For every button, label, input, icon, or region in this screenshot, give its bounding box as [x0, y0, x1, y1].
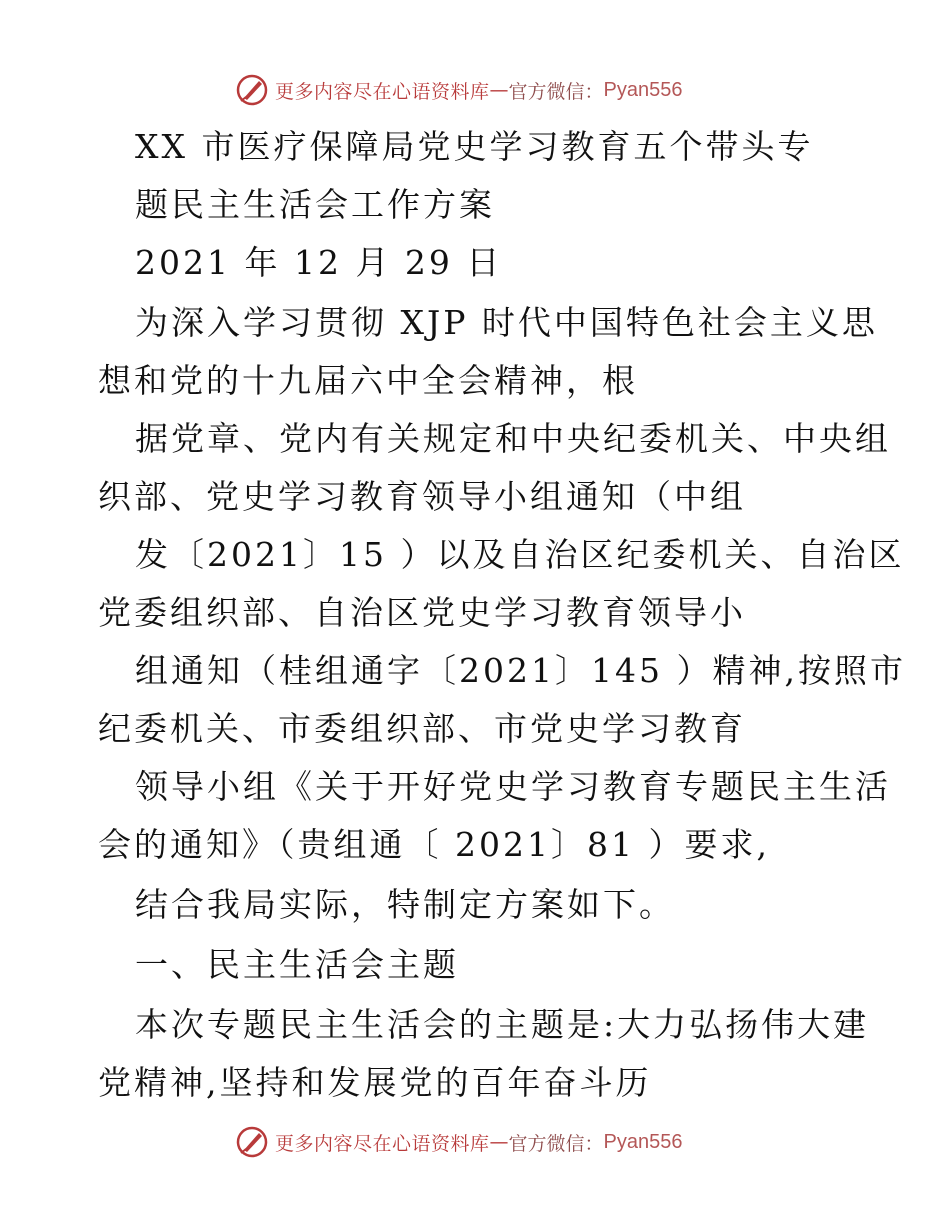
- paragraph-line: 结合我局实际，特制定方案如下。: [135, 885, 675, 924]
- paragraph-line: 想和党的十九届六中全会精神，根: [98, 361, 638, 400]
- paragraph-line: 本次专题民主生活会的主题是:大力弘扬伟大建: [135, 1005, 870, 1044]
- paragraph-line: 纪委机关、市委组织部、市党史学习教育: [98, 709, 746, 748]
- watermark-dash: —: [489, 79, 509, 101]
- watermark-footer: [235, 1124, 683, 1160]
- watermark-sub-text: 官方微信：: [508, 1132, 604, 1155]
- watermark-main-text: 更多内容尽在心语资料库: [275, 80, 490, 103]
- watermark-wechat-id: Pyan556: [603, 1130, 683, 1153]
- paragraph-line: 领导小组《关于开好党史学习教育专题民主生活: [135, 767, 891, 806]
- paragraph-line: 据党章、党内有关规定和中央纪委机关、中央组: [135, 419, 891, 458]
- paragraph-line: 组通知（桂组通字〔2021〕145 ）精神,按照市: [135, 651, 906, 690]
- paragraph-line: 织部、党史学习教育领导小组通知（中组: [98, 477, 746, 516]
- paragraph-line: 会的通知》（贵组通〔 2021〕81 ）要求,: [98, 825, 770, 864]
- paragraph-line: 党精神,坚持和发展党的百年奋斗历: [98, 1063, 652, 1102]
- watermark-dash: —: [489, 1131, 509, 1153]
- document-date: 2021 年 12 月 29 日: [135, 243, 503, 282]
- paragraph-line: 为深入学习贯彻 XJP 时代中国特色社会主义思: [135, 303, 878, 342]
- watermark-main-text: 更多内容尽在心语资料库: [275, 1132, 490, 1155]
- document-title-line-2: 题民主生活会工作方案: [135, 185, 495, 224]
- section-heading: 一、民主生活会主题: [135, 945, 459, 984]
- watermark-sub-text: 官方微信：: [508, 80, 604, 103]
- paragraph-line: 发〔2021〕15 ）以及自治区纪委机关、自治区: [135, 535, 905, 574]
- paragraph-line: 党委组织部、自治区党史学习教育领导小: [98, 593, 746, 632]
- watermark-wechat-id: Pyan556: [603, 78, 683, 101]
- document-title-line-1: XX 市医疗保障局党史学习教育五个带头专: [135, 127, 814, 166]
- quill-logo-icon: [235, 1125, 269, 1159]
